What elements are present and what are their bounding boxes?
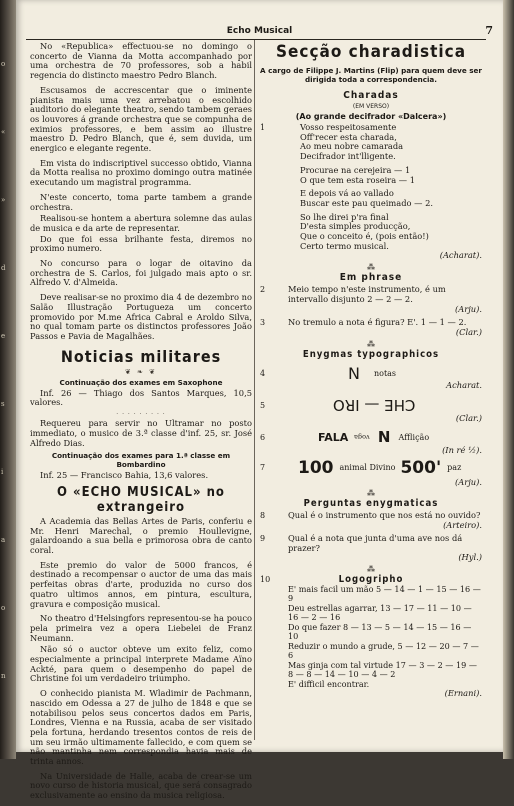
asterism: ⁂ <box>367 564 375 574</box>
puzzle-number: 8 <box>260 511 266 521</box>
paragraph: Do que foi essa brilhante festa, diremos no proximo numero. <box>30 233 252 254</box>
left-column <box>30 42 252 806</box>
puzzle-text: No tremulo a nota é figura? E'. 1 — 1 — 2. <box>288 317 467 328</box>
puzzle-number: 4 <box>260 368 266 378</box>
verse-line: Certo termo musical. <box>300 240 389 251</box>
adjacent-page-fragment: « <box>1 128 6 136</box>
page-title: Echo Musical <box>226 26 293 36</box>
verse-line: O que tem esta roseira — 1 <box>300 174 416 185</box>
logogripho-verses <box>288 585 482 690</box>
adjacent-page-fragment: d <box>1 264 6 272</box>
signature: (Clar.) <box>455 413 482 424</box>
militares-subheading: Continuação dos exames para 1.ª classe em Bombardino <box>51 451 231 470</box>
verse-line: E' mais facil um mão 5 — 14 — 1 — 15 — 16 — 9 <box>288 583 481 604</box>
page-header <box>16 26 503 38</box>
charadas-heading: Charadas <box>343 90 399 101</box>
adjacent-page-fragment: i <box>1 468 4 476</box>
big-number: 100 <box>298 457 334 478</box>
verse-line: Ao meu nobre camarada <box>300 141 404 152</box>
header-rule <box>26 39 486 40</box>
right-column <box>260 42 482 699</box>
puzzle-number: 6 <box>260 432 266 442</box>
column-divider <box>254 40 255 740</box>
verse-line: Reduzir o mundo a grude, 5 — 12 — 20 — 7 — 6 <box>288 640 479 661</box>
editor-note: A cargo de Filippe J. Martins (Flip) para quem deve ser dirigida toda a correspondencia. <box>260 66 482 84</box>
puzzle-5 <box>260 396 482 414</box>
adjacent-page-fragment: n <box>1 672 6 680</box>
puzzle-number: 10 <box>260 574 271 584</box>
verse-line: Que o conceito é, (pois então!) <box>300 231 429 242</box>
puzzle-6 <box>260 428 482 446</box>
dedication: (Ao grande decifrador «Dalcera») <box>295 112 447 121</box>
puzzle-number: 2 <box>260 285 266 295</box>
paragraph: No concurso para o logar de oitavino da orchestra de S. Carlos, foi julgado mais apto o sr. Alfredo V. d'Almeida. <box>30 258 252 288</box>
signature: (Arju). <box>455 476 482 487</box>
ornament-divider: ❦ ❧ ❦ <box>124 367 158 376</box>
puzzle-number: 3 <box>260 318 266 328</box>
small-words: animal Divino <box>339 463 396 473</box>
verse-line: Decifrador int'lligente. <box>300 151 396 162</box>
verse-line: E' difficil encontrar. <box>288 678 370 689</box>
adjacent-page-fragment: e <box>1 332 6 340</box>
page-edge <box>503 0 514 759</box>
adjacent-page-fragment: a <box>1 536 6 544</box>
verse-line: So lhe direi p'ra final <box>300 211 389 222</box>
puzzle-9 <box>260 534 482 553</box>
verse-line: Mas ginja com tal virtude 17 — 3 — 2 — 19 — 8 — 8 — 14 — 10 — 4 — 2 <box>288 659 477 680</box>
riddle-1 <box>260 123 482 251</box>
puzzle-2 <box>260 285 482 304</box>
big-letter: N <box>348 363 360 383</box>
asterism: ⁂ <box>367 263 375 273</box>
signature: (Clar.) <box>455 326 482 337</box>
small-word: notas <box>373 368 397 378</box>
signature: (Ernani). <box>444 688 482 699</box>
dotted-divider: · · · · · · · · · <box>116 411 166 419</box>
puzzle-3 <box>260 318 482 328</box>
verse-line: Deu estrellas agarrar, 13 — 17 — 11 — 10 — 16 — 2 — 16 <box>288 602 472 623</box>
verse-line: E depois vá ao vallado <box>300 188 394 199</box>
signature: (Hyl.) <box>458 552 482 563</box>
puzzle-number: 7 <box>260 463 266 473</box>
big-word: FALA <box>318 430 349 444</box>
puzzle-number: 5 <box>260 400 266 410</box>
verse-line: Buscar este pau queimado — 2. <box>300 197 434 208</box>
em-phrase-heading: Em phrase <box>339 272 403 284</box>
extrangeiro-heading: O «ECHO MUSICAL» no extrangeiro <box>57 484 225 515</box>
paragraph: No «Republica» effectuou-se no domingo o concerto de Vianna da Motta accompanhado por uma orchestra de 70 professores, sob a habil regencia do distincto maestro Pedro Blanch. <box>30 41 252 81</box>
section-title: Secção charadistica <box>275 42 467 62</box>
militares-subheading: Continuação dos exames em Saxophone <box>59 377 223 387</box>
verse-line: Off'recer esta charada, <box>300 131 397 142</box>
puzzle-text: Qual é a nota que junta d'uma ave nos dá prazer? <box>288 532 463 553</box>
asterism: ⁂ <box>367 489 375 499</box>
charadas-subheading: (EM VERSO) <box>352 103 390 110</box>
small-word: Afflição <box>398 432 430 442</box>
signature: (In ré ½). <box>442 445 482 456</box>
perguntas-heading: Perguntas enygmaticas <box>303 498 439 510</box>
adjacent-page-fragment: » <box>1 196 6 204</box>
puzzle-text: Qual é o instrumento que nos está no ouvido? <box>288 510 481 521</box>
riddle-number: 1 <box>260 123 266 132</box>
paragraph: Não só o auctor obteve um exito feliz, como especialmente a principal interprete Madame Aïno Ackté, para quem o desempenho do papel de Christine foi um verdadeiro triumpho. <box>30 644 252 684</box>
paragraph: Escusamos de accrescentar que o iminente pianista mais uma vez arrebatou o escolhido auditorio do elegante theatro, sendo tambem geraes os louvores á grande orchestra que se compunha de eximios professores, e bem assim ao illustre maestro D. Pedro Blanch, que é, sem duvida, um energico e elegante regente. <box>30 84 252 154</box>
puzzle-7 <box>260 458 482 478</box>
small-word: paz <box>447 463 462 473</box>
paragraph: No theatro d'Helsingfors representou-se ha pouco pela primeira vez a opera Liebelei de Franz Neumann. <box>30 613 252 643</box>
riddle-verses <box>300 123 433 251</box>
verse-line: Vosso respeitosamente <box>300 122 397 132</box>
paragraph: Deve realisar-se no proximo dia 4 de dezembro no Salão Illustração Portugueza um concerto promovido por M.me Africa Cabral e Aroldo Silva, no qual tomam parte os distinctos professores João Passos e Pavia de Magalhães. <box>30 292 252 341</box>
signature: (Acharat). <box>439 250 482 261</box>
paragraph: Este premio do valor de 5000 francos, é destinado a recompensar o auctor de uma das mais perfeitas obras d'arte, produzida no curso dos quatro ultimos annos, em pintura, escultura, gravura e composição musical. <box>30 559 252 609</box>
adjacent-page-fragment: o <box>1 604 6 612</box>
signature: (Arteiro). <box>443 520 482 531</box>
big-number: 500' <box>400 457 442 478</box>
signature: (Arju). <box>455 303 482 314</box>
exam-result: Inf. 25 — Francisco Bahia, 13,6 valores. <box>40 470 209 481</box>
adjacent-page-fragment: o <box>1 60 6 68</box>
verse-line: Procurae na cerejeira — 1 <box>300 164 411 175</box>
big-letter: N <box>377 428 391 447</box>
paragraph: Na Universidade de Halle, acaba de crear-se um novo curso de historia musical, que será consagrado exclusivamente ao ensino da musica religiosa. <box>30 770 252 801</box>
puzzle-number: 9 <box>260 533 266 543</box>
logogripho-heading: Logogripho <box>338 573 404 585</box>
adjacent-page-fragment: s <box>1 400 5 408</box>
adjacent-page-strip <box>0 0 16 759</box>
typographic-heading: Enygmas typographicos <box>302 348 440 360</box>
paragraph: Requereu para servir no Ultramar no posto immediato, o musico de 3.ª classe d'inf. 25, sr. José Alfredo Dias. <box>30 418 252 448</box>
paragraph: Realisou-se hontem a abertura solemne das aulas de musica e da arte de representar. <box>30 213 252 233</box>
page-number: 7 <box>485 24 493 37</box>
magazine-page <box>16 0 503 801</box>
verse-line: D'esta simples producção, <box>300 221 411 232</box>
paragraph: A Academia das Bellas Artes de Paris, conferiu e Mr. Henri Marechal, o premio Houllevigne, galardoando a sua bella e primorosa obra de canto coral. <box>30 515 252 556</box>
paragraph: O conhecido pianista M. Wladimir de Pachmann, nascido em Odessa a 27 de julho de 1848 e que se notabilisou pelos seus concertos dados em Paris, Londres, Vienna e na Russia, acaba de ser visitado pela fortuna, herdando tresentos contos de reis de um seu irmão ultimamente fallecido, e com quem se não mantinha nem correspondia havia mais de trinta annos. <box>30 688 252 767</box>
militares-heading: Noticias militares <box>60 346 222 366</box>
upside-down-word: voga <box>354 433 370 442</box>
paragraph: N'este concerto, toma parte tambem a grande orchestra. <box>30 191 252 212</box>
verse-line: Do que fazer 8 — 13 — 5 — 14 — 15 — 16 — 10 <box>288 621 472 642</box>
puzzle-text: Meio tempo n'este instrumento, é um intervallo disjunto 2 — 2 — 2. <box>288 284 446 304</box>
asterism: ⁂ <box>367 339 375 349</box>
signature: Acharat. <box>446 379 482 390</box>
exam-result: Inf. 26 — Thiago dos Santos Marques, 10,5 valores. <box>30 387 252 408</box>
upside-down-word: CHE — IRO <box>333 396 416 415</box>
paragraph: Em vista do indiscriptivel successo obtido, Vianna da Motta realisa no proximo domingo outra matinée executando um magistral programma. <box>30 157 252 188</box>
